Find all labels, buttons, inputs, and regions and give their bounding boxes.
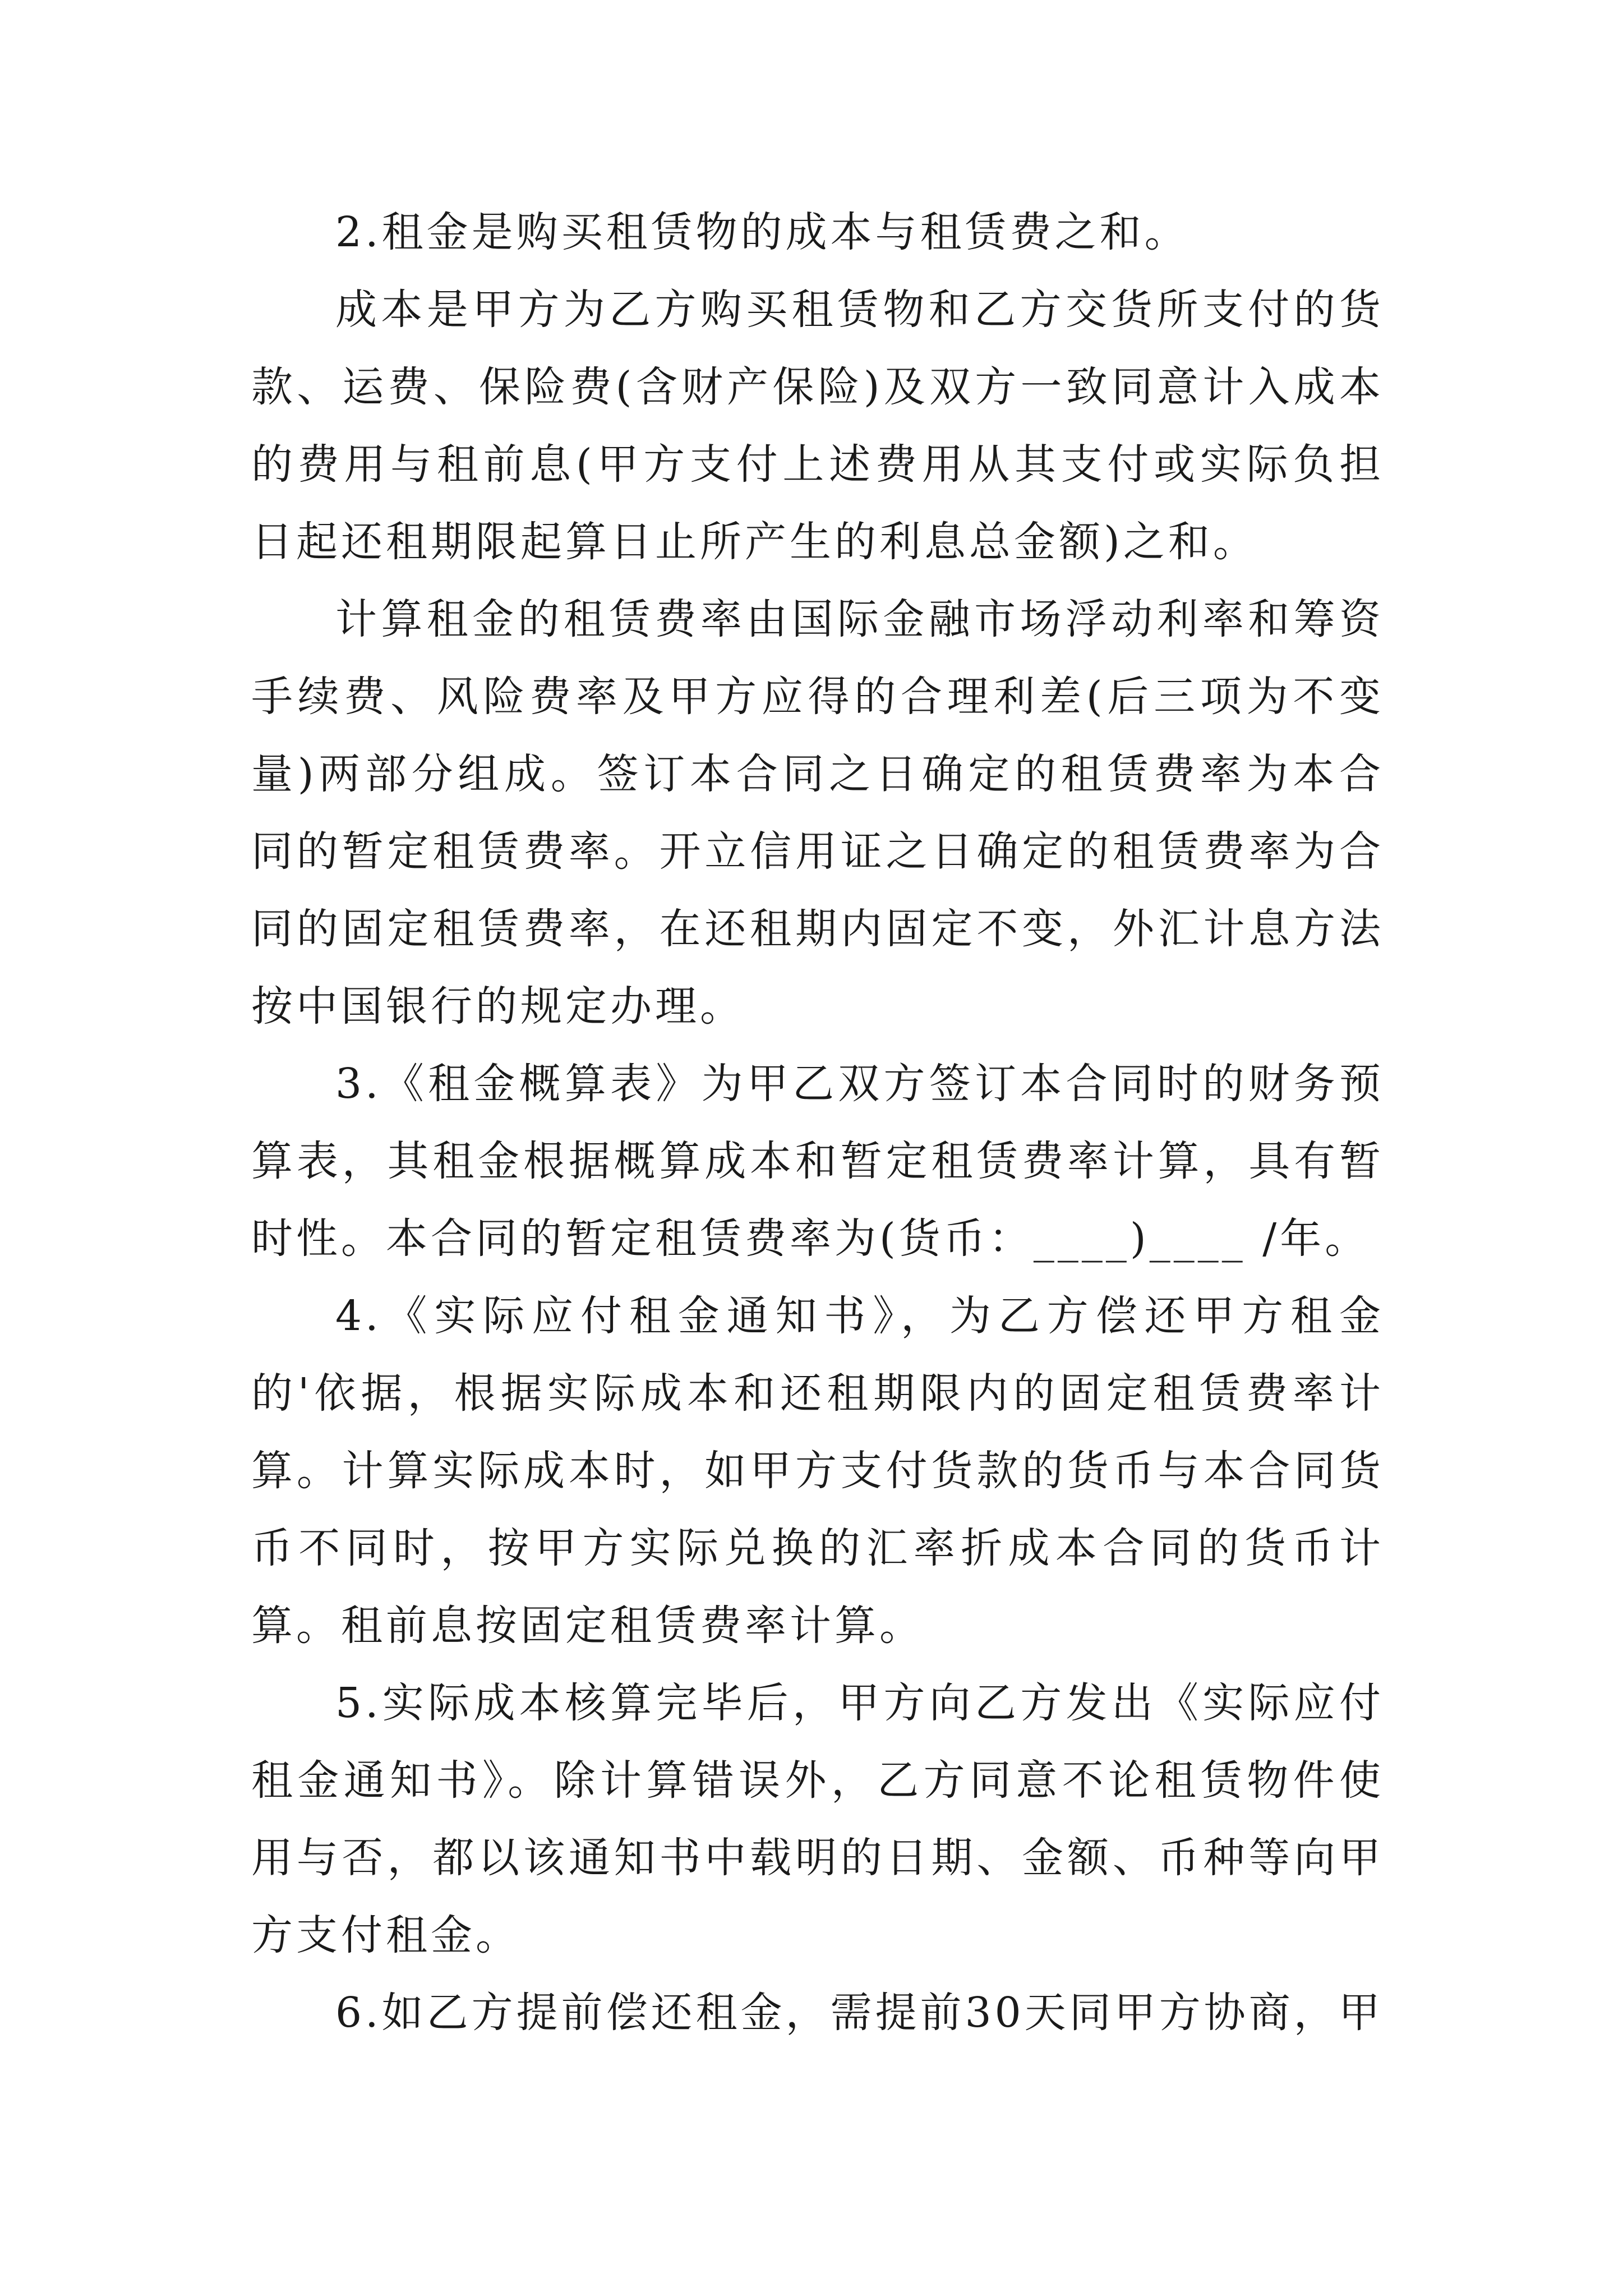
paragraph-lease-rate: 计算租金的租赁费率由国际金融市场浮动利率和筹资手续费、风险费率及甲方应得的合理利差(后三项为不变量)两部分组成。签订本合同之日确定的租赁费率为本合同的暂定租赁费率。开立信用证之日确定的租赁费率为合同的固定租赁费率，在还租期内固定不变，外汇计息方法按中国银行的规定办理。 [251, 595, 1384, 1030]
paragraph-rent-estimate-table: 3.《租金概算表》为甲乙双方签订本合同时的财务预算表，其租金根据概算成本和暂定租赁费率计算，具有暂时性。本合同的暂定租赁费率为(货币：____)____ /年。 [251, 1060, 1384, 1263]
paragraph-early-repayment: 6.如乙方提前偿还租金，需提前30天同甲方协商，甲 [335, 1989, 1384, 2037]
paragraph-rent-notice: 4.《实际应付租金通知书》，为乙方偿还甲方租金的'依据，根据实际成本和还租期限内的固定租赁费率计算。计算实际成本时，如甲方支付货款的货币与本合同货币不同时，按甲方实际兑换的汇率折成本合同的货币计算。租前息按固定租赁费率计算。 [251, 1292, 1384, 1650]
paragraph-rent-definition: 2.租金是购买租赁物的成本与租赁费之和。 [335, 208, 1189, 256]
paragraph-cost-accounting: 5.实际成本核算完毕后，甲方向乙方发出《实际应付租金通知书》。除计算错误外，乙方同意不论租赁物件使用与否，都以该通知书中载明的日期、金额、币种等向甲方支付租金。 [251, 1679, 1384, 1959]
paragraph-cost-definition: 成本是甲方为乙方购买租赁物和乙方交货所支付的货款、运费、保险费(含财产保险)及双方一致同意计入成本的费用与租前息(甲方支付上述费用从其支付或实际负担日起还租期限起算日止所产生的利息总金额)之和。 [251, 286, 1384, 566]
document-body [251, 194, 1384, 2051]
